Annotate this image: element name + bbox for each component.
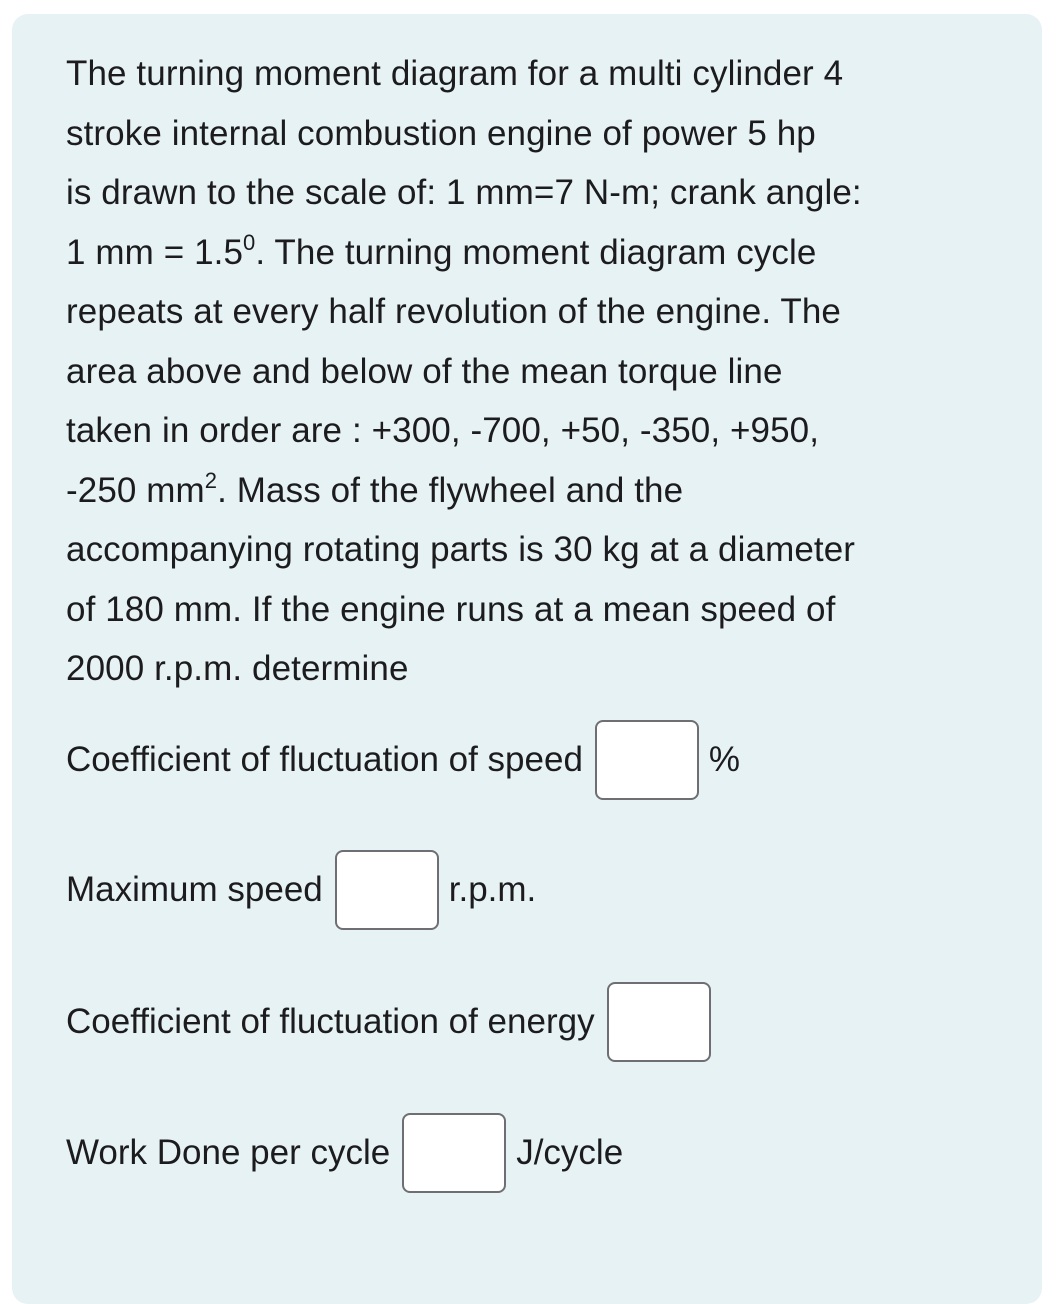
max-speed-unit: r.p.m. — [448, 870, 537, 909]
question-line: The turning moment diagram for a multi cylinder 4 — [66, 54, 844, 93]
energy-fluctuation-label: Coefficient of fluctuation of energy — [66, 1002, 595, 1041]
speed-fluctuation-input[interactable] — [595, 720, 699, 800]
question-line — [66, 461, 1006, 521]
work-done-unit: J/cycle — [516, 1133, 624, 1172]
work-done-input[interactable] — [402, 1113, 506, 1193]
question-line: repeats at every half revolution of the engine. The — [66, 292, 841, 331]
question-text-fragment: . Mass of the flywheel and the — [217, 470, 684, 510]
question-text-fragment: -250 mm — [66, 470, 205, 510]
max-speed-input[interactable] — [335, 850, 439, 930]
question-line: area above and below of the mean torque line — [66, 351, 783, 391]
speed-fluctuation-unit: % — [708, 740, 741, 779]
question-line: taken in order are : +300, -700, +50, -350, +950, — [66, 411, 820, 450]
question-line — [66, 223, 1006, 283]
max-speed-row — [66, 850, 536, 930]
speed-fluctuation-row — [66, 720, 740, 800]
question-line: accompanying rotating parts is 30 kg at a diameter — [66, 530, 856, 569]
question-text-fragment: 1 mm = 1.5 — [66, 232, 244, 272]
question-text — [66, 44, 1006, 699]
work-done-label: Work Done per cycle — [66, 1133, 391, 1172]
superscript: 0 — [243, 229, 256, 255]
question-line: of 180 mm. If the engine runs at a mean speed of — [66, 589, 836, 629]
question-line: stroke internal combustion engine of power 5 hp — [66, 113, 816, 153]
max-speed-label: Maximum speed — [66, 870, 323, 909]
energy-fluctuation-input[interactable] — [607, 982, 711, 1062]
question-line: 2000 r.p.m. determine — [66, 649, 409, 688]
speed-fluctuation-label: Coefficient of fluctuation of speed — [66, 740, 583, 779]
superscript: 2 — [204, 467, 218, 493]
energy-fluctuation-row — [66, 982, 721, 1062]
work-done-row — [66, 1113, 623, 1193]
question-line: is drawn to the scale of: 1 mm=7 N-m; crank angle: — [66, 173, 862, 212]
question-text-fragment: . The turning moment diagram cycle — [255, 232, 817, 272]
